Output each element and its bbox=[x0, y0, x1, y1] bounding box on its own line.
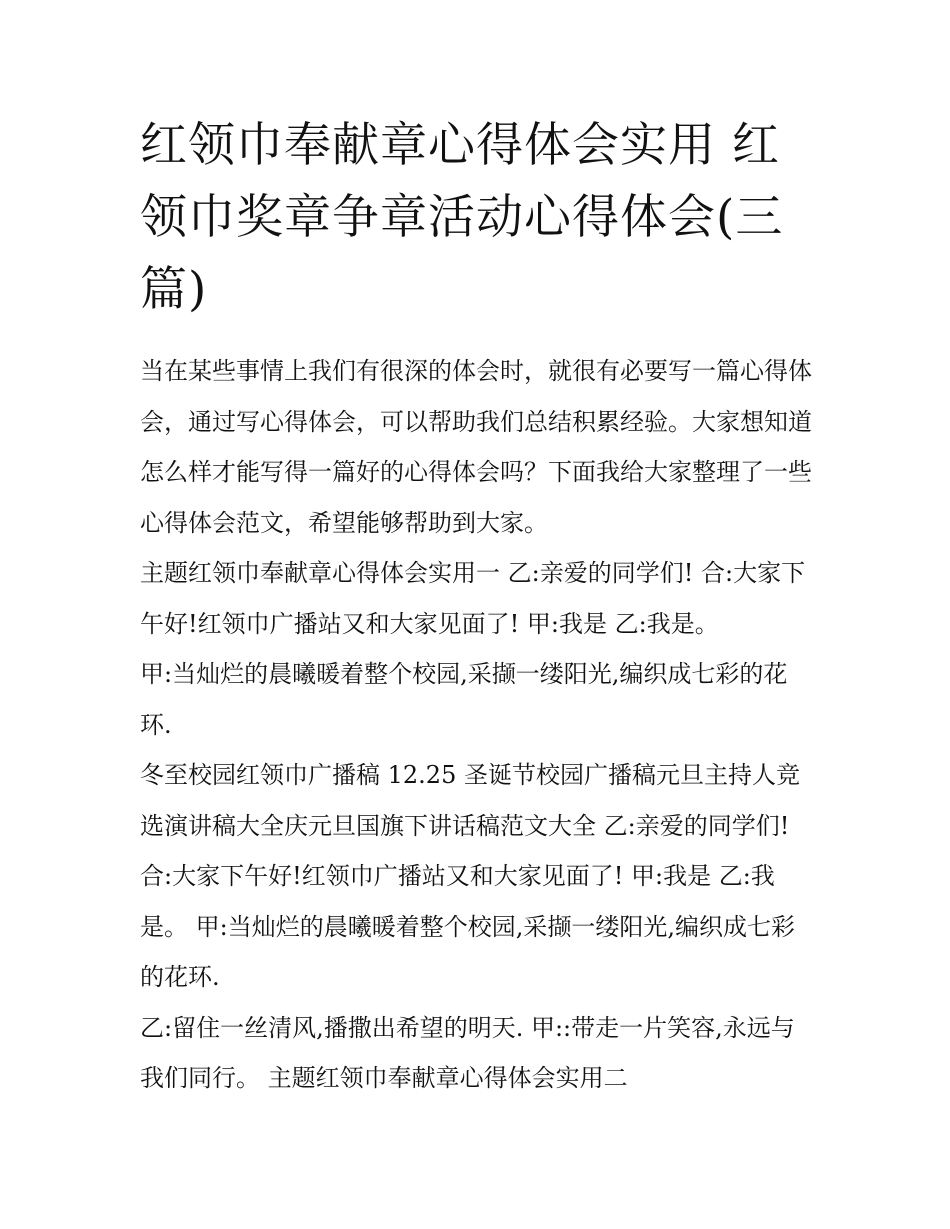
paragraph-broadcast: 冬至校园红领巾广播稿 12.25 圣诞节校园广播稿元旦主持人竞选演讲稿大全庆元旦国旗下讲话稿范文大全 乙:亲爱的同学们! 合:大家下午好!红领巾广播站又和大家见面了! 甲:我是 乙:我是。 甲:当灿烂的晨曦暖着整个校园,采撷一缕阳光,编织成七彩的花环. bbox=[140, 761, 800, 991]
paragraph-intro: 当在某些事情上我们有很深的体会时，就很有必要写一篇心得体会，通过写心得体会，可以帮助我们总结积累经验。大家想知道怎么样才能写得一篇好的心得体会吗？下面我给大家整理了一些心得体会范文，希望能够帮助到大家。 bbox=[140, 357, 812, 537]
paragraph-closing: 乙:留住一丝清风,播撒出希望的明天. 甲::带走一片笑容,永远与我们同行。 主题红领巾奉献章心得体会实用二 bbox=[140, 1013, 795, 1092]
document-body bbox=[140, 110, 815, 1104]
document-title: 红领巾奉献章心得体会实用 红领巾奖章争章活动心得体会(三篇) bbox=[140, 118, 784, 317]
paragraph-morning: 甲:当灿烂的晨曦暖着整个校园,采撷一缕阳光,编织成七彩的花环. bbox=[140, 660, 788, 739]
paragraph-topic-one: 主题红领巾奉献章心得体会实用一 乙:亲爱的同学们! 合:大家下午好!红领巾广播站又和大家见面了! 甲:我是 乙:我是。 bbox=[140, 559, 806, 638]
